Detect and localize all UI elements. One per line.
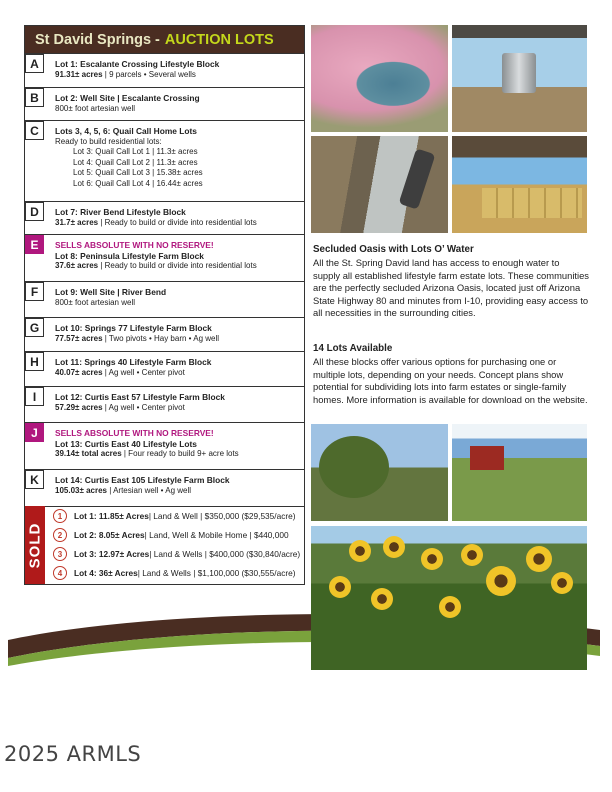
lot-acres: 77.57± acres [55,333,103,343]
lot-desc: | Ag well • Center pivot [102,367,185,377]
no-reserve-banner: SELLS ABSOLUTE WITH NO RESERVE! [55,240,214,250]
sublot-item: Lot 6: Quail Call Lot 4 | 16.44± acres [73,178,203,188]
sold-detail: | Land & Wells | $400,000 ($30,840/acre) [149,549,301,559]
auction-lots-panel [24,25,305,585]
lot-letter-badge: G [25,318,44,337]
no-reserve-banner: SELLS ABSOLUTE WITH NO RESERVE! [55,428,214,438]
lot-title: Lots 3, 4, 5, 6: Quail Call Home Lots [55,126,197,136]
photo-artesian-well [311,136,448,233]
number-circle-icon: 4 [53,566,67,580]
number-circle-icon: 3 [53,547,67,561]
sold-detail: | Land & Wells | $1,100,000 ($30,555/acre) [137,568,296,578]
lot-desc: Ready to build residential lots: [55,136,162,146]
lot-title: Lot 1: Escalante Crossing Lifestyle Block [55,59,220,69]
oasis-section [313,244,589,319]
lot-letter-badge: J [25,423,44,442]
photo-sunflower-field [311,526,587,670]
lot-item-h [25,351,304,386]
lot-desc: | Ag well • Center pivot [102,402,185,412]
lots-available-body: All these blocks offer various options for purchasing one or multiple lots, depending on your needs. Concept plans show potential for subdividing lots into farm estates or single-family homes. More information is available for download on the website. [313,356,588,405]
lot-item-d [25,201,304,234]
lot-item-a [25,53,304,87]
lot-desc: 800± foot artesian well [55,297,135,307]
lot-item-j [25,422,304,469]
lot-desc: | 9 parcels • Several wells [102,69,196,79]
number-circle-icon: 1 [53,509,67,523]
photo-hay-barn [452,136,587,233]
lot-title: Lot 13: Curtis East 40 Lifestyle Lots [55,438,197,449]
sold-lot: Lot 1: 11.85± Acres [74,511,149,521]
lot-item-e [25,234,304,281]
panel-header [25,26,304,53]
number-circle-icon: 2 [53,528,67,542]
sublot-item: Lot 4: Quail Call Lot 2 | 11.3± acres [73,157,198,167]
lot-letter-badge: K [25,470,44,489]
sold-item [53,526,289,544]
lot-item-f [25,281,304,317]
lot-title: Lot 12: Curtis East 57 Lifestyle Farm Block [55,392,225,402]
lot-letter-badge: E [25,235,44,254]
lot-item-i [25,386,304,422]
lot-acres: 91.31± acres [55,69,103,79]
lot-acres: 57.29± acres [55,402,103,412]
sold-lot: Lot 3: 12.97± Acres [74,549,150,559]
sold-detail: | Land, Well & Mobile Home | $440,000 [144,530,289,540]
lot-title: Lot 8: Peninsula Lifestyle Farm Block [55,250,204,261]
header-title-accent: AUCTION LOTS [164,31,274,48]
lot-title: Lot 2: Well Site | Escalante Crossing [55,93,200,103]
sold-lot: Lot 4: 36± Acres [74,568,138,578]
lot-letter-badge: I [25,387,44,406]
lot-desc: | Ready to build or divide into residential lots [98,217,257,227]
lot-letter-badge: H [25,352,44,371]
lot-item-c [25,120,304,201]
oasis-heading: Secluded Oasis with Lots O’ Water [313,244,474,255]
photo-water-tank-shed [452,25,587,132]
photo-farm-equipment [452,424,587,521]
lot-title: Lot 11: Springs 40 Lifestyle Farm Block [55,357,212,367]
lot-acres: 39.14± total acres [55,449,122,458]
lot-desc: | Artesian well • Ag well [107,485,192,495]
sold-item [53,545,300,563]
sold-item [53,507,296,525]
lot-acres: 40.07± acres [55,367,103,377]
sublot-item: Lot 5: Quail Call Lot 3 | 15.38± acres [73,168,203,177]
lot-title: Lot 14: Curtis East 105 Lifestyle Farm Block [55,475,230,485]
lot-letter-badge: A [25,54,44,73]
lot-item-g [25,317,304,351]
lot-letter-badge: C [25,121,44,140]
lot-title: Lot 10: Springs 77 Lifestyle Farm Block [55,323,212,333]
header-title: St David Springs - [35,31,160,48]
sold-lot: Lot 2: 8.05± Acres [74,530,145,540]
lot-desc: 800± foot artesian well [55,103,135,113]
lot-item-b [25,87,304,120]
lot-item-k [25,469,304,506]
lot-desc: | Two pivots • Hay barn • Ag well [102,333,220,343]
lot-title: Lot 9: Well Site | River Bend [55,287,167,297]
lot-desc: | Ready to build or divide into residential lots [98,261,257,270]
sublot-item: Lot 3: Quail Call Lot 1 | 11.3± acres [73,147,198,156]
lot-acres: 105.03± acres [55,485,107,495]
photo-trees-landscape [311,424,448,521]
sold-label: SOLD [26,522,44,568]
lot-acres: 31.7± acres [55,217,99,227]
sold-label-strip [25,506,45,584]
lot-title: Lot 7: River Bend Lifestyle Block [55,207,186,217]
sold-item [53,564,296,582]
oasis-body: All the St. Spring David land has access to enough water to supply all established lifestyle farm estate lots. These communities are the perfectly secluded Arizona Oasis, located just off Arizona State Highway 80 and minutes from I-10, providing easy access to all necessities in the surrounding cities. [313,257,589,319]
watermark: 2025 ARMLS [4,742,142,766]
lots-available-section [313,343,589,406]
sold-detail: | Land & Well | $350,000 ($29,535/acre) [148,511,296,521]
lot-desc: | Four ready to build 9+ acre lots [121,449,239,458]
lot-acres: 37.6± acres [55,261,99,270]
lot-letter-badge: D [25,202,44,221]
lot-letter-badge: F [25,282,44,301]
lots-available-heading: 14 Lots Available [313,343,393,354]
lot-letter-badge: B [25,88,44,107]
photo-pond-aerial [311,25,448,132]
